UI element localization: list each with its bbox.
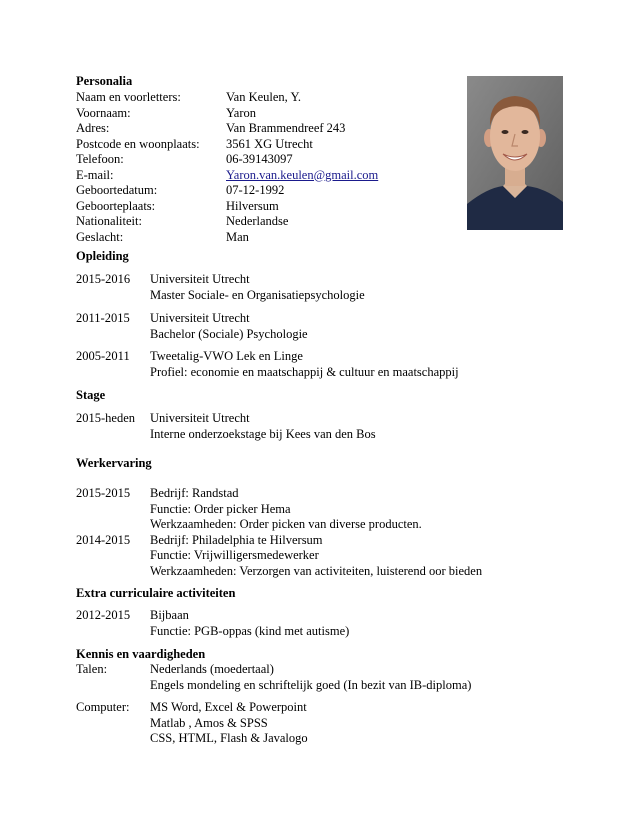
value-geboortedatum: 07-12-1992 — [226, 183, 285, 197]
value-telefoon: 06-39143097 — [226, 152, 293, 166]
label-telefoon: Telefoon: — [76, 152, 124, 166]
computer-label: Computer: — [76, 700, 130, 714]
opleiding-years: 2015-2016 — [76, 272, 131, 286]
stage-years: 2015-heden — [76, 411, 136, 425]
opleiding-school: Tweetalig-VWO Lek en Linge — [150, 349, 303, 363]
werk-years: 2015-2015 — [76, 486, 131, 500]
kennis-heading: Kennis en vaardigheden — [76, 647, 206, 661]
label-email: E-mail: — [76, 167, 114, 182]
extra-years: 2012-2015 — [76, 608, 131, 622]
opleiding-program: Master Sociale- en Organisatiepsychologie — [150, 287, 365, 302]
value-geslacht: Man — [226, 229, 249, 244]
label-geslacht: Geslacht: — [76, 229, 124, 244]
opleiding-heading: Opleiding — [76, 249, 129, 263]
label-naam: Naam en voorletters: — [76, 90, 181, 104]
personalia-heading: Personalia — [76, 74, 133, 88]
werkervaring-heading: Werkervaring — [76, 456, 152, 470]
computer-item: Matlab , Amos & SPSS — [150, 715, 268, 730]
value-naam: Van Keulen, Y. — [226, 90, 301, 104]
value-nationaliteit: Nederlandse — [226, 214, 289, 228]
werk-bedrijf: Bedrijf: Philadelphia te Hilversum — [150, 532, 323, 547]
computer-item: CSS, HTML, Flash & Javalogo — [150, 731, 308, 745]
opleiding-years: 2011-2015 — [76, 311, 130, 325]
email-link[interactable]: Yaron.van.keulen@gmail.com — [226, 167, 379, 182]
value-voornaam: Yaron — [226, 105, 256, 120]
computer-item: MS Word, Excel & Powerpoint — [150, 700, 307, 714]
werk-functie: Functie: Order picker Hema — [150, 501, 291, 516]
werk-werkzaamheden: Werkzaamheden: Verzorgen van activiteiten, luisterend oor bieden — [150, 563, 483, 578]
werk-werkzaamheden: Werkzaamheden: Order picken van diverse producten. — [150, 517, 422, 531]
talen-item: Nederlands (moedertaal) — [150, 662, 274, 676]
opleiding-school: Universiteit Utrecht — [150, 311, 250, 325]
opleiding-program: Profiel: economie en maatschappij & cultuur en maatschappij — [150, 364, 459, 379]
profile-photo — [467, 76, 563, 230]
value-postcode: 3561 XG Utrecht — [226, 136, 313, 151]
label-adres: Adres: — [76, 121, 110, 135]
werk-functie: Functie: Vrijwilligersmedewerker — [150, 548, 319, 562]
talen-label: Talen: — [76, 662, 108, 676]
opleiding-school: Universiteit Utrecht — [150, 272, 250, 286]
extra-functie: Functie: PGB-oppas (kind met autisme) — [150, 623, 350, 638]
extra-heading: Extra curriculaire activiteiten — [76, 586, 236, 600]
opleiding-years: 2005-2011 — [76, 349, 130, 363]
stage-heading: Stage — [76, 388, 106, 402]
label-postcode: Postcode en woonplaats: — [76, 136, 200, 151]
value-geboorteplaats: Hilversum — [226, 198, 279, 213]
label-voornaam: Voornaam: — [76, 105, 131, 120]
stage-organisation: Universiteit Utrecht — [150, 411, 250, 425]
label-geboorteplaats: Geboorteplaats: — [76, 198, 156, 213]
talen-item: Engels mondeling en schriftelijk goed (In bezit van IB-diploma) — [150, 677, 472, 692]
label-geboortedatum: Geboortedatum: — [76, 183, 158, 197]
extra-activity: Bijbaan — [150, 608, 189, 622]
werk-years: 2014-2015 — [76, 532, 131, 547]
werk-bedrijf: Bedrijf: Randstad — [150, 486, 239, 500]
stage-description: Interne onderzoekstage bij Kees van den Bos — [150, 426, 376, 441]
opleiding-program: Bachelor (Sociale) Psychologie — [150, 326, 308, 341]
label-nationaliteit: Nationaliteit: — [76, 214, 142, 228]
value-adres: Van Brammendreef 243 — [226, 121, 346, 135]
